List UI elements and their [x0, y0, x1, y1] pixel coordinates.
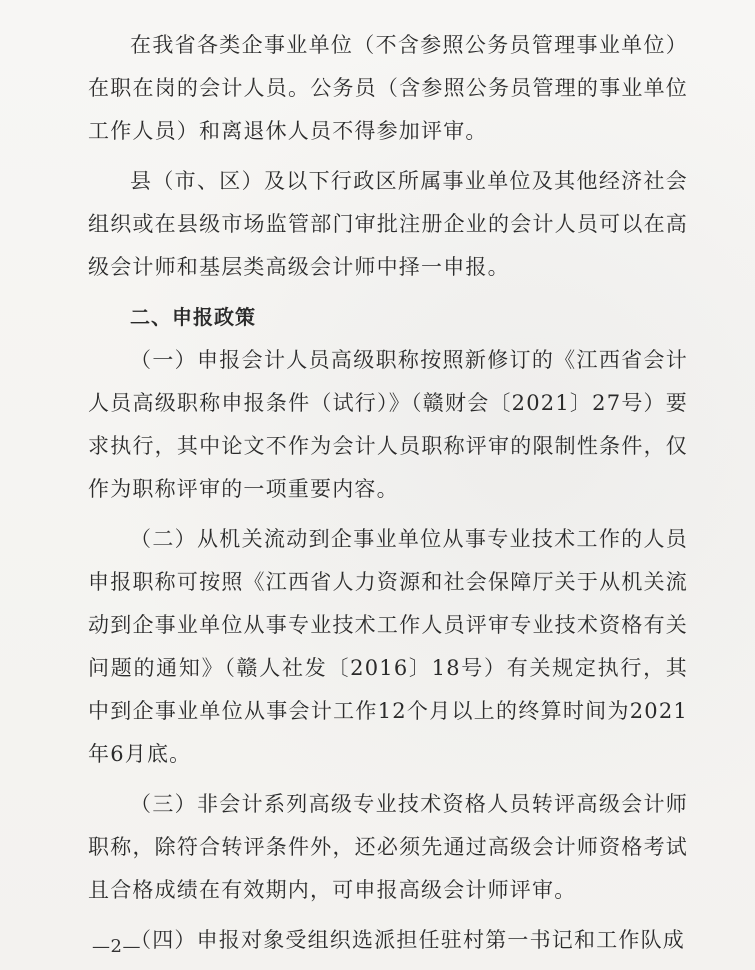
county-paragraph: 县（市、区）及以下行政区所属事业单位及其他经济社会组织或在县级市场监管部门审批注册企业的会计人员可以在高级会计师和基层类高级会计师中择一申报。 — [88, 169, 688, 279]
eligibility-paragraph: 在我省各类企事业单位（不含参照公务员管理事业单位）在职在岗的会计人员。公务员（含参照公务员管理的事业单位工作人员）和离退休人员不得参加评审。 — [88, 33, 688, 143]
policy-item-1: （一）申报会计人员高级职称按照新修订的《江西省会计人员高级职称申报条件（试行）》（赣财会〔2021〕27号）要求执行，其中论文不作为会计人员职称评审的限制性条件，仅作为职称评审的一项重要内容。 — [88, 348, 688, 501]
page-number: —2— — [92, 936, 141, 957]
policy-item-2: （二）从机关流动到企事业单位从事专业技术工作的人员申报职称可按照《江西省人力资源和社会保障厅关于从机关流动到企事业单位从事专业技术工作人员评审专业技术资格有关问题的通知》（赣人社发〔2016〕18号）有关规定执行，其中到企事业单位从事会计工作12个月以上的终算时间为2021年6月底。 — [88, 527, 688, 766]
document-body — [88, 24, 688, 962]
policy-item-4: （四）申报对象受组织选派担任驻村第一书记和工作队成 — [130, 928, 685, 952]
section-heading: 二、申报政策 — [130, 305, 256, 329]
policy-item-3: （三）非会计系列高级专业技术资格人员转评高级会计师职称，除符合转评条件外，还必须先通过高级会计师资格考试且合格成绩在有效期内，可申报高级会计师评审。 — [88, 792, 688, 902]
